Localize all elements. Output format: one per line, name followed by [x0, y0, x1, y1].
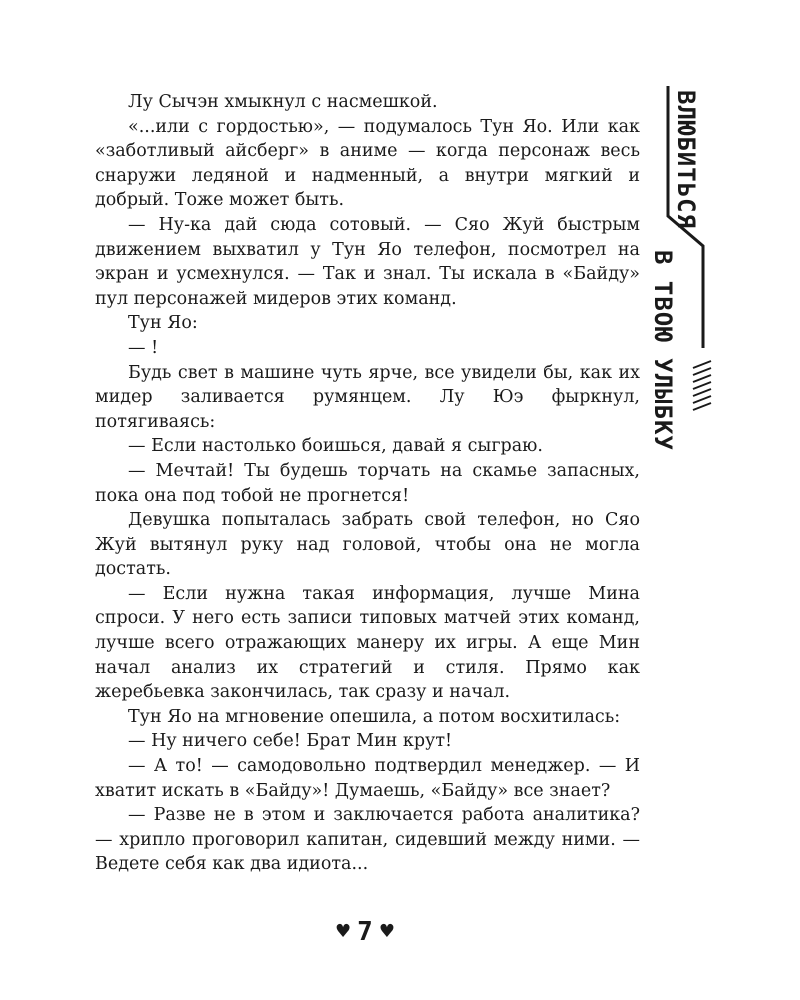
- page-footer: [320, 912, 410, 952]
- series-title-band: [649, 78, 715, 451]
- page-number: 7: [357, 917, 373, 947]
- series-title-part1: ВЛЮБИТЬСЯ: [672, 90, 700, 230]
- heart-left-icon: ♥: [335, 921, 352, 942]
- heart-right-icon: ♥: [378, 921, 395, 942]
- paragraph: «...или с гордостью», — подумалось Тун Яо. Или как «заботливый айсберг» в аниме — когда персонаж весь снаружи ледяной и надменный, а внутри мягкий и добрый. Тоже может быть.: [95, 116, 640, 211]
- paragraph: — Мечтай! Ты будешь торчать на скамье запасных, пока она под тобой не прогнется!: [95, 460, 640, 506]
- paragraph: — А то! — самодовольно подтвердил менеджер. — И хватит искать в «Байду»! Думаешь, «Байду» все знает?: [95, 756, 640, 801]
- paragraph: — Разве не в этом и заключается работа аналитика? — хрипло проговорил капитан, сидевший между ними. — Ведете себя как два идиота...: [95, 805, 640, 875]
- series-title-part2: В ТВОЮ УЛЫБКУ: [649, 250, 677, 451]
- paragraph: — Ну-ка дай сюда сотовый. — Сяо Жуй быстрым движением выхватил у Тун Яо телефон, посмотрел на экран и усмехнулся. — Так и знал. Ты искала в «Байду» пул персонажей мидеров этих команд.: [95, 214, 640, 309]
- paragraph: — !: [128, 337, 159, 358]
- page-body-text: [95, 90, 640, 877]
- paragraph: Лу Сычэн хмыкнул с насмешкой.: [128, 92, 438, 112]
- paragraph: Тун Яо на мгновение опешила, а потом восхитилась:: [128, 706, 621, 727]
- paragraph: Девушка попыталась забрать свой телефон, но Сяо Жуй вытянул руку над головой, чтобы она не могла достать.: [95, 510, 640, 580]
- paragraph: — Если настолько боишься, давай я сыграю.: [128, 436, 543, 457]
- paragraph: Тун Яо:: [128, 313, 198, 334]
- paragraph: — Ну ничего себе! Брат Мин крут!: [128, 731, 453, 752]
- paragraph: — Если нужна такая информация, лучше Мина спроси. У него есть записи типовых матчей этих команд, лучше всего отражающих манеру их игры. А еще Мин начал анализ их стратегий и стиля. Прямо как жеребьевка закончилась, так сразу и начал.: [95, 583, 640, 703]
- paragraph: Будь свет в машине чуть ярче, все увидели бы, как их мидер заливается румянцем. Лу Юэ фыркнул, потягиваясь:: [95, 362, 640, 432]
